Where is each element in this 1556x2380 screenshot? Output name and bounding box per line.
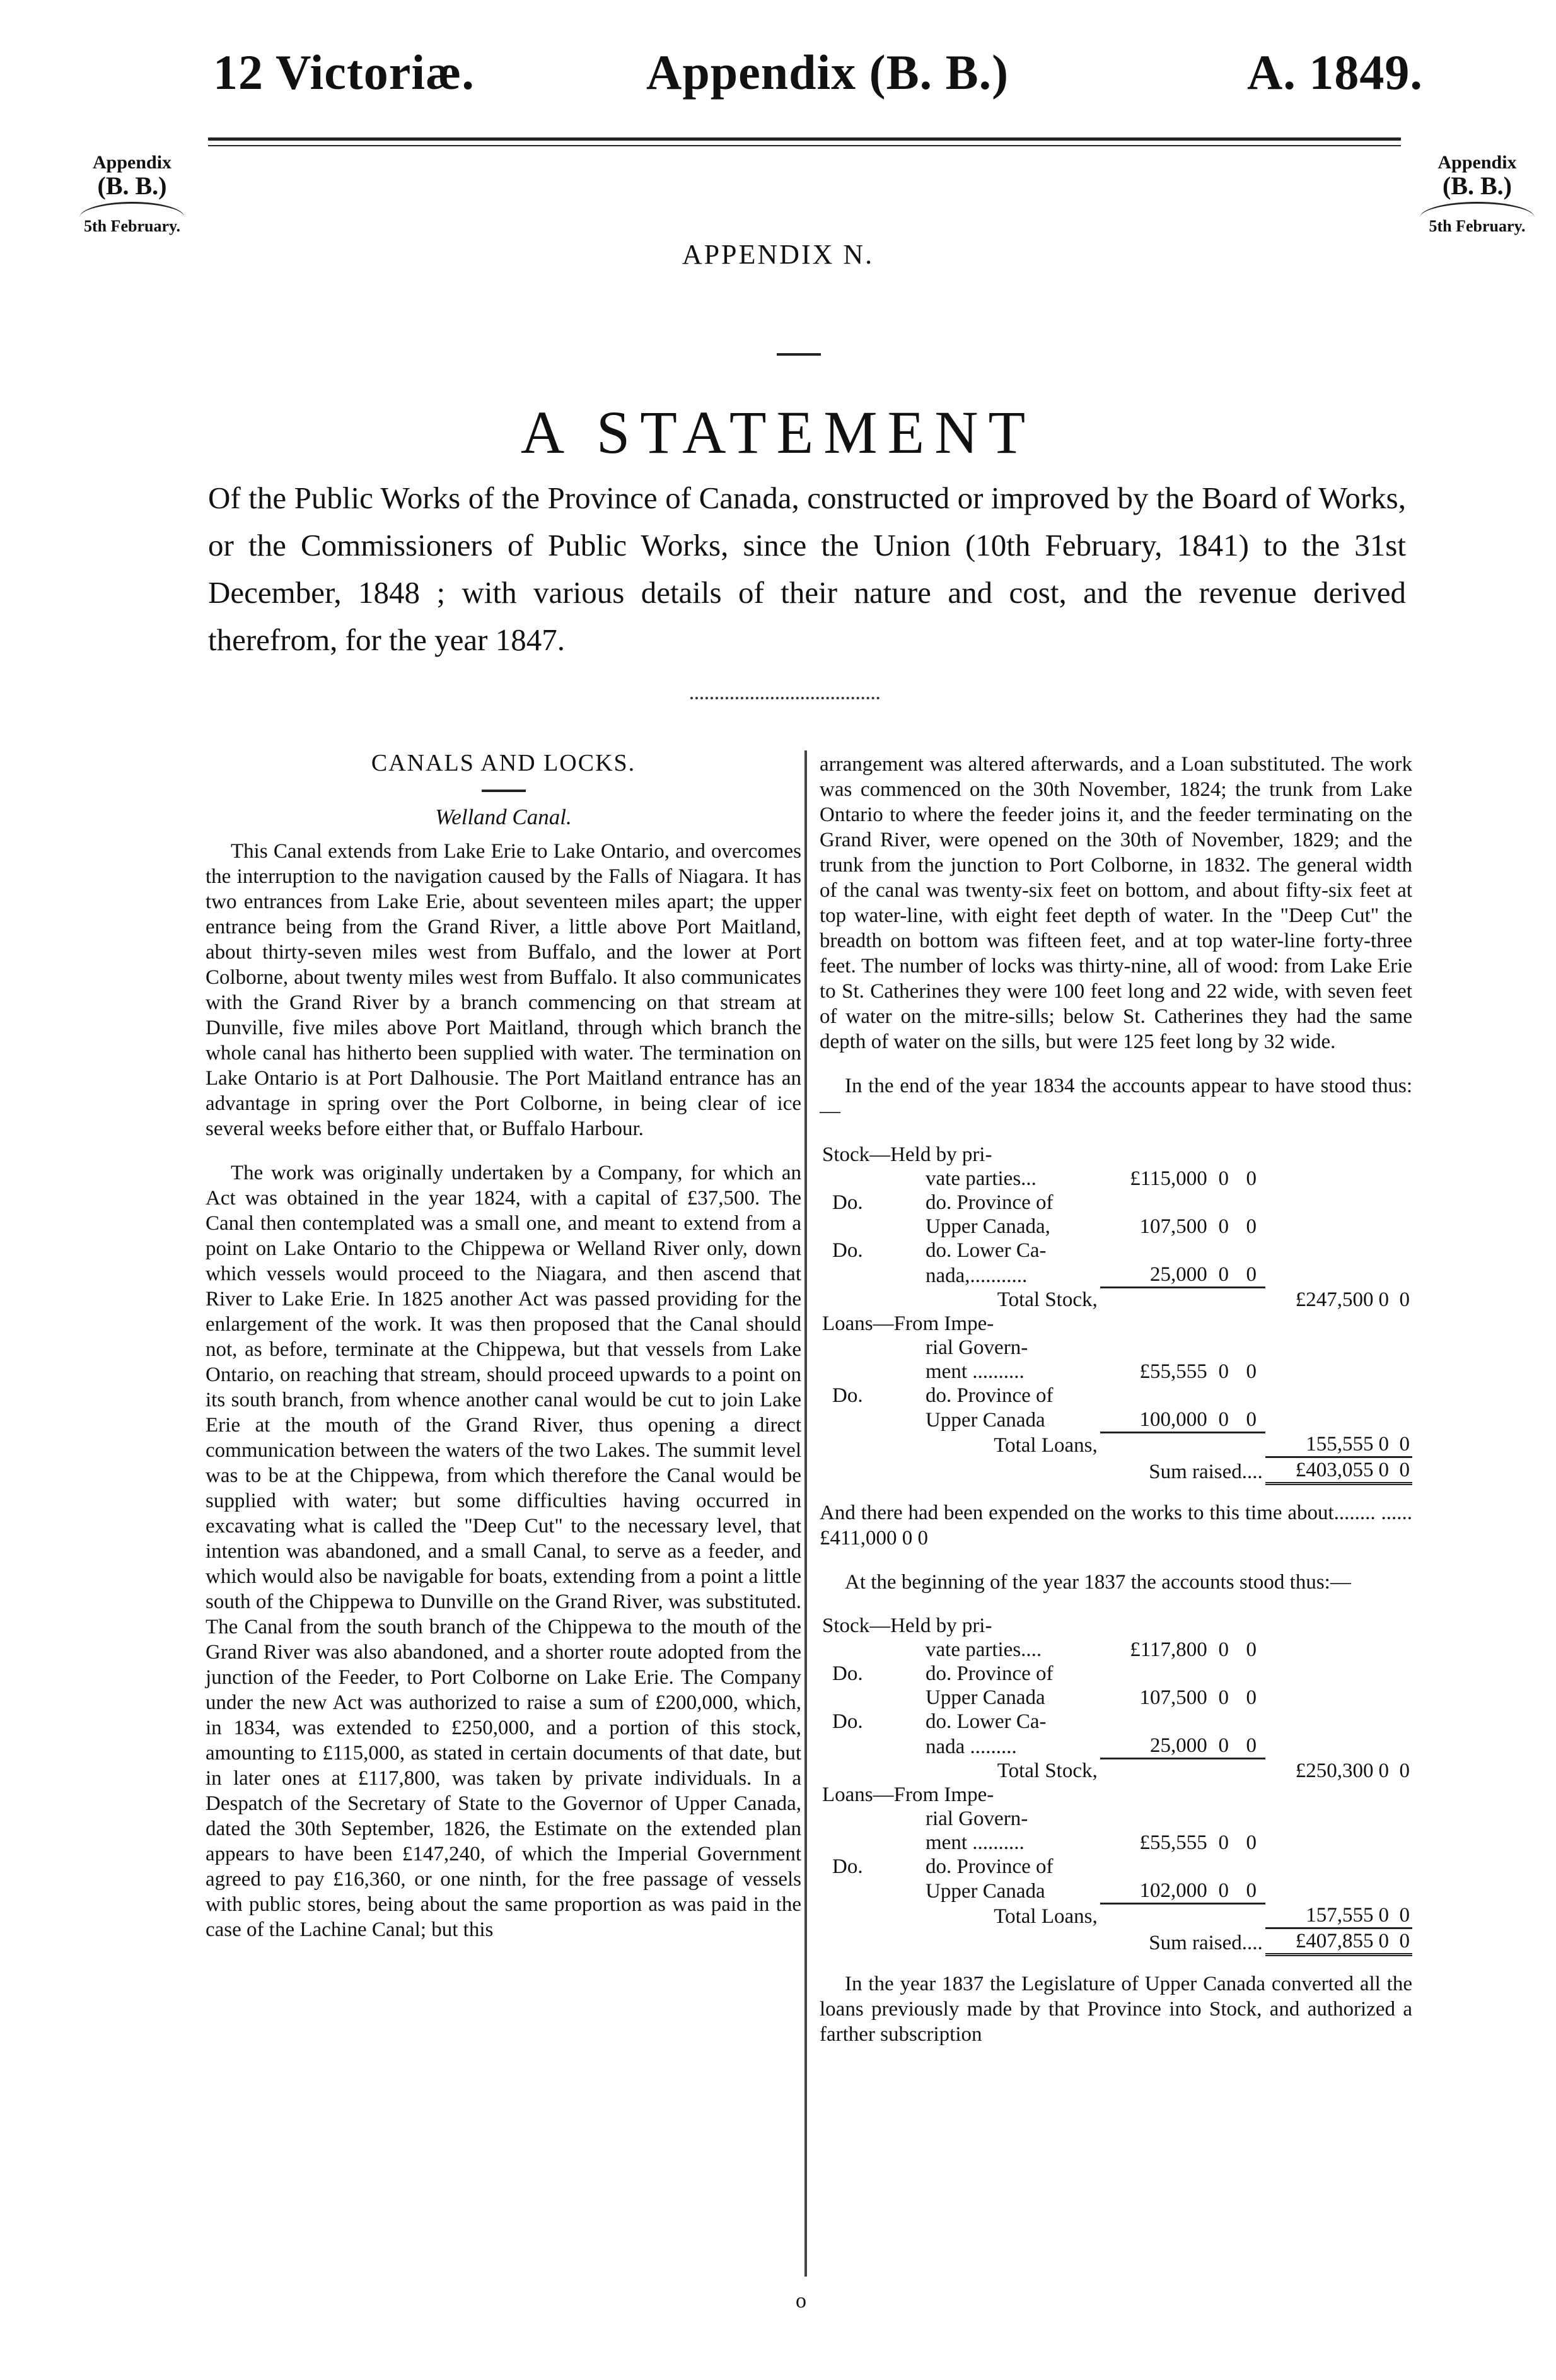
amount: 107,500 (1139, 1686, 1207, 1709)
row-label: do. Province of (926, 1855, 1054, 1878)
table-row (820, 1638, 1412, 1662)
row-label: Do. (832, 1855, 863, 1878)
amount: £55,555 (1139, 1360, 1207, 1383)
header-left: 12 Victoriæ. (213, 45, 475, 100)
table-row (820, 1336, 1412, 1360)
row-label: Stock—Held by pri- (822, 1614, 992, 1637)
right-column (820, 752, 1412, 2066)
total-sd (1376, 1288, 1413, 1312)
title-dash (777, 353, 821, 356)
total-label: Total Loans, (994, 1905, 1098, 1928)
amount: 25,000 (1150, 1263, 1207, 1286)
table-row (820, 1614, 1412, 1638)
sum-label: Sum raised.... (1149, 1460, 1263, 1483)
intro-paragraph: Of the Public Works of the Province of Canada, constructed or improved by the Board of Works, or the Commissioners of Public Works, since the Union (10th February, 1841) to the 31st December, 1848 ; with various details of their nature and cost, and the revenue derived therefrom, for the year 1847. (208, 481, 1406, 657)
row-label: Do. (832, 1662, 863, 1685)
shillings: 0 (1218, 1831, 1229, 1854)
row-label: Do. (832, 1710, 863, 1733)
total-amount: £247,500 (1295, 1288, 1374, 1311)
amount: £115,000 (1130, 1167, 1207, 1190)
header-rule-top (208, 137, 1401, 141)
table-row (820, 1662, 1412, 1686)
pence: 0 (1246, 1638, 1257, 1661)
shillings: 0 (1218, 1879, 1229, 1902)
paragraph: The work was originally undertaken by a Company, for which an Act was obtained in the year 1824, with a capital of £37,500. The Canal then contemplated was a small one, and meant to extend from a point on Lake Ontario to the Chippewa or Welland River only, down which vessels would proceed to the Niagara, and then ascend that River to Lake Erie. In 1825 another Act was passed providing for the enlargement of the work. It was then proposed that the Canal should not, as before, terminate at the Chippewa, but that vessels from Lake Ontario, on reaching that stream, should proceed upwards to a point on its south branch, from whence another canal would be cut to join Lake Erie at the mouth of the Grand River, thus opening a direct communication between the waters of the two Lakes. The summit level was to be at the Chippewa, from which therefore the Canal would be supplied with water; but some difficulties having occurred in excavating what is called the "Deep Cut" to the necessary level, that intention was abandoned, and a small Canal, to serve as a feeder, and which would also be navigable for boats, extending from a point a little south of the Chippewa to Dunville on the Grand River, was substituted. The Canal from the south branch of the Chippewa to the mouth of the Grand River was also abandoned, and a shorter route adopted from the junction of the Feeder, to Port Colborne on Lake Erie. The Company under the new Act was authorized to raise a sum of £200,000, which, in 1834, was extended to £250,000, and a portion of this stock, amounting to £115,000, as stated in certain documents of that date, but in later ones at £117,800, was taken by private individuals. In a Despatch of the Secretary of State to the Governor of Upper Canada, dated the 30th September, 1826, the Estimate on the extended plan appears to have been £147,240, of which the Imperial Government agreed to pay £16,360, or one ninth, for the free passage of vessels with public stores, being about the same proportion as was paid in the case of the Lachine Canal; but this (206, 1162, 801, 1941)
shillings: 0 (1218, 1408, 1229, 1431)
table-row (820, 1408, 1412, 1433)
row-label: do. Lower Ca- (926, 1239, 1047, 1262)
statement-title: A STATEMENT (520, 399, 1036, 466)
shillings: 0 (1378, 1288, 1389, 1311)
total-sd (1376, 1759, 1413, 1783)
total-amount: 157,555 (1306, 1904, 1374, 1927)
row-label: vate parties... (926, 1167, 1036, 1190)
table-row-total (820, 1759, 1412, 1783)
column-divider (804, 750, 807, 2277)
table-row (820, 1312, 1412, 1336)
pence: 0 (1399, 1459, 1410, 1481)
table-row (820, 1855, 1412, 1879)
table-row (820, 1143, 1412, 1167)
left-column (206, 750, 801, 1961)
sum-sd (1376, 1457, 1413, 1484)
paragraph: arrangement was altered afterwards, and a Loan substituted. The work was commenced on the 30th November, 1824; the trunk from Lake Ontario to where the feeder joins it, and the feeder terminating on the Grand River, were opened on the 30th of November, 1829; and the trunk from the junction to Port Colborne, in 1832. The general width of the canal was twenty-six feet on bottom, and about fifty-six feet at top water-line, with eight feet depth of water. In the "Deep Cut" the breadth on bottom was fifteen feet, and at top water-line forty-three feet. The number of locks was thirty-nine, all of wood: from Lake Erie to St. Catherines they were 100 feet long and 22 wide, with seven feet of water on the mitre-sills; below St. Catherines they had the same depth of water on the sills, but were 125 feet long by 32 wide. (820, 753, 1412, 1053)
amount: 102,000 (1139, 1879, 1207, 1902)
pence: 0 (1246, 1215, 1257, 1238)
shillings: 0 (1218, 1638, 1229, 1661)
margin-note-left (71, 153, 194, 235)
row-label: Do. (832, 1191, 863, 1214)
row-label: do. Lower Ca- (926, 1710, 1047, 1733)
row-label: Do. (832, 1384, 863, 1407)
accounts-table-1837 (820, 1614, 1412, 1956)
appendix-title: APPENDIX N. (682, 239, 874, 270)
table-row-total (820, 1903, 1412, 1928)
row-label: Upper Canada, (926, 1215, 1050, 1238)
total-amount: 155,555 (1306, 1433, 1374, 1455)
row-label: Loans—From Impe- (822, 1783, 994, 1806)
amount: 100,000 (1139, 1408, 1207, 1431)
margin-note-appendix: Appendix (1437, 152, 1517, 173)
shillings: 0 (1378, 1930, 1389, 1952)
margin-note-brace (79, 202, 185, 218)
table-row (820, 1263, 1412, 1288)
shillings: 0 (1378, 1904, 1389, 1927)
row-label: Upper Canada (926, 1409, 1045, 1432)
row-label: do. Province of (926, 1384, 1054, 1407)
total-label: Total Loans, (994, 1433, 1098, 1457)
table-row-total (820, 1288, 1412, 1312)
pence: 0 (1399, 1288, 1410, 1311)
table-row (820, 1167, 1412, 1191)
pence: 0 (1399, 1904, 1410, 1927)
ornamental-rule (690, 697, 880, 706)
row-label: ment .......... (926, 1360, 1025, 1383)
row-label: nada ......... (926, 1735, 1017, 1758)
row-label: ment .......... (926, 1831, 1025, 1854)
row-label: Stock—Held by pri- (822, 1143, 992, 1166)
amount: 107,500 (1139, 1215, 1207, 1238)
section-title: CANALS AND LOCKS. (371, 750, 636, 776)
table-row (820, 1831, 1412, 1855)
sum-amount: £407,855 (1265, 1928, 1376, 1955)
section-dash (482, 790, 526, 792)
amount: £117,800 (1130, 1638, 1207, 1661)
shillings: 0 (1218, 1167, 1229, 1190)
table-row-total (820, 1432, 1412, 1457)
total-sd (1376, 1432, 1413, 1457)
sum-amount: £403,055 (1265, 1457, 1376, 1484)
pence: 0 (1246, 1167, 1257, 1190)
expended-line: And there had been expended on the works to this time about........ ......£411,000 0 0 (820, 1502, 1412, 1549)
table-row (820, 1686, 1412, 1710)
shillings: 0 (1218, 1686, 1229, 1709)
shillings: 0 (1378, 1459, 1389, 1481)
pence: 0 (1246, 1360, 1257, 1383)
margin-note-right (1411, 153, 1543, 235)
row-label: Upper Canada (926, 1686, 1045, 1709)
shillings: 0 (1218, 1360, 1229, 1383)
shillings: 0 (1378, 1759, 1389, 1782)
shillings: 0 (1218, 1263, 1229, 1286)
page-mark: o (796, 2289, 806, 2313)
margin-note-bb: (B. B.) (1443, 171, 1512, 200)
shillings: 0 (1218, 1734, 1229, 1757)
sum-label: Sum raised.... (1149, 1931, 1263, 1954)
accounts-intro: At the beginning of the year 1837 the accounts stood thus:— (845, 1571, 1351, 1594)
total-amount: £250,300 (1295, 1759, 1374, 1782)
subsection-title: Welland Canal. (435, 805, 572, 829)
table-row (820, 1239, 1412, 1263)
table-row (820, 1360, 1412, 1384)
paragraph: In the year 1837 the Legislature of Upper Canada converted all the loans previously made by that Province into Stock, and authorized a farther subscription (820, 1973, 1412, 2046)
pence: 0 (1399, 1930, 1410, 1952)
amount: £55,555 (1139, 1831, 1207, 1854)
table-row-sum (820, 1457, 1412, 1484)
margin-note-bb: (B. B.) (97, 171, 167, 200)
total-label: Total Stock, (997, 1288, 1098, 1311)
row-label: Do. (832, 1239, 863, 1262)
row-label: do. Province of (926, 1191, 1054, 1214)
paragraph: This Canal extends from Lake Erie to Lake Ontario, and overcomes the interruption to the navigation caused by the Falls of Niagara. It has two entrances from Lake Erie, about seventeen miles apart; the upper entrance being from the Grand River, a little above Port Maitland, about thirty-seven miles west from Buffalo, and the lower at Port Colborne, about twenty miles west from Buffalo. It also communicates with the Grand River by a branch commencing on that stream at Dunville, five miles above Port Maitland, through which branch the whole canal has hitherto been supplied with water. The termination on Lake Ontario is at Port Dalhousie. The Port Maitland entrance has an advantage in spring over the Port Colborne, in being clear of ice several weeks before either that, or Buffalo Harbour. (206, 840, 801, 1140)
margin-note-date: 5th February. (83, 216, 181, 235)
pence: 0 (1246, 1263, 1257, 1286)
shillings: 0 (1218, 1215, 1229, 1238)
table-row (820, 1215, 1412, 1239)
total-label: Total Stock, (997, 1759, 1098, 1782)
pence: 0 (1246, 1734, 1257, 1757)
pence: 0 (1246, 1879, 1257, 1902)
total-sd (1376, 1903, 1413, 1928)
shillings: 0 (1378, 1433, 1389, 1455)
table-row (820, 1807, 1412, 1831)
margin-note-appendix: Appendix (92, 152, 172, 173)
row-label: do. Province of (926, 1662, 1054, 1685)
row-label: nada,........... (926, 1264, 1028, 1287)
pence: 0 (1399, 1433, 1410, 1455)
row-label: Upper Canada (926, 1880, 1045, 1903)
pence: 0 (1246, 1686, 1257, 1709)
double-rule-row (820, 1955, 1412, 1957)
accounts-table-1834 (820, 1143, 1412, 1485)
table-row (820, 1734, 1412, 1759)
pence: 0 (1246, 1408, 1257, 1431)
table-row-sum (820, 1928, 1412, 1955)
row-label: rial Govern- (926, 1336, 1028, 1359)
sum-sd (1376, 1928, 1413, 1955)
row-label: Loans—From Impe- (822, 1312, 994, 1335)
header-center: Appendix (B. B.) (646, 45, 1009, 100)
double-rule-row (820, 1484, 1412, 1486)
row-label: rial Govern- (926, 1807, 1028, 1830)
pence: 0 (1246, 1831, 1257, 1854)
header-rule-bottom (208, 145, 1401, 146)
amount: 25,000 (1150, 1734, 1207, 1757)
table-row (820, 1191, 1412, 1215)
table-row (820, 1710, 1412, 1734)
table-row (820, 1783, 1412, 1807)
row-label: vate parties.... (926, 1638, 1042, 1661)
margin-note-brace (1420, 202, 1535, 218)
accounts-intro: In the end of the year 1834 the accounts appear to have stood thus:— (820, 1075, 1412, 1123)
table-row (820, 1879, 1412, 1904)
pence: 0 (1399, 1759, 1410, 1782)
header-right: A. 1849. (1247, 45, 1423, 100)
margin-note-date: 5th February. (1429, 216, 1526, 235)
table-row (820, 1384, 1412, 1408)
